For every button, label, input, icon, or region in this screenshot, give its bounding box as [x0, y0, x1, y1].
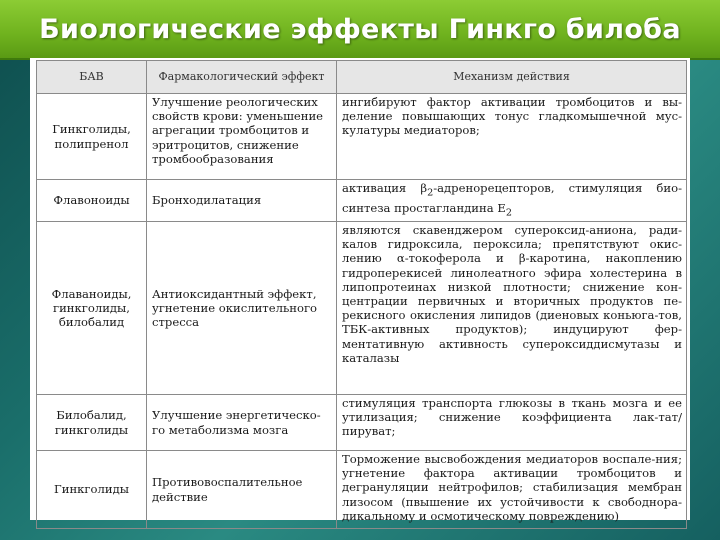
effect-cell: Антиоксидантный эффект, угнетение окислительного стресса — [147, 222, 337, 395]
table-row — [37, 94, 687, 180]
bav-cell: Гинкголиды, полипренол — [37, 94, 147, 180]
table-header-row — [37, 61, 687, 94]
header-mechanism: Механизм действия — [337, 61, 687, 94]
header-effect: Фармакологический эффект — [147, 61, 337, 94]
mechanism-cell — [337, 180, 687, 222]
header-bav: БАВ — [37, 61, 147, 94]
mechanism-cell: Торможение высвобождения медиаторов воспале-ния; угнетение фактора активации тромбоцитов и дегрануляции нейтрофилов; стабилизация мембран лизосом (пвышение их устойчивости к свободнора-дикальному и осмотическому повреждению) — [337, 451, 687, 529]
mechanism-text: -адренорецепторов, стимуляция био-синтеза простагландина Е — [342, 181, 683, 215]
mechanism-cell: являются скавенджером супероксид-аниона, ради-калов гидроксила, пероксила; препятствуют окис-лению α-токоферола и β-каротина, накоплению гидроперекисей линолеатного эфира холестерина в липопротеинах низкой плотности; снижение кон-центрации первичных и вторичных продуктов пе-рекисного окисления липидов (диеновых коньюга-тов, ТБК-активных продуктов); индуцируют фер-ментативную активность супероксиддисмутазы и каталазы — [337, 222, 687, 395]
table-row — [37, 180, 687, 222]
effect-cell: Улучшение энергетическо-го метаболизма мозга — [147, 395, 337, 451]
subscript: 2 — [505, 206, 512, 218]
document-sheet — [30, 58, 690, 523]
bav-cell: Билобалид, гинкголиды — [37, 395, 147, 451]
effect-cell: Противовоспалительное действие — [147, 451, 337, 529]
mechanism-cell: стимуляция транспорта глюкозы в ткань мозга и ее утилизация; снижение коэффициента лак-тат/пируват; — [337, 395, 687, 451]
effect-cell: Бронходилатация — [147, 180, 337, 222]
bav-cell: Флавоноиды — [37, 180, 147, 222]
mechanism-text: активация β — [342, 181, 428, 195]
subscript: 2 — [427, 187, 434, 199]
table-row — [37, 395, 687, 451]
bav-cell: Флаваноиды, гинкголиды, билобалид — [37, 222, 147, 395]
effects-table — [36, 60, 687, 529]
page-title: Биологические эффекты Гинкго билоба — [39, 13, 681, 45]
table-row — [37, 222, 687, 395]
bav-cell: Гинкголиды — [37, 451, 147, 529]
title-bar — [0, 0, 720, 60]
effect-cell: Улучшение реологических свойств крови: уменьшение агрегации тромбоцитов и эритроцитов, снижение тромбообразования — [147, 94, 337, 180]
mechanism-cell: ингибируют фактор активации тромбоцитов и вы-деление повышающих тонус гладкомышечной мус-кулатуры медиаторов; — [337, 94, 687, 180]
table-row — [37, 451, 687, 529]
